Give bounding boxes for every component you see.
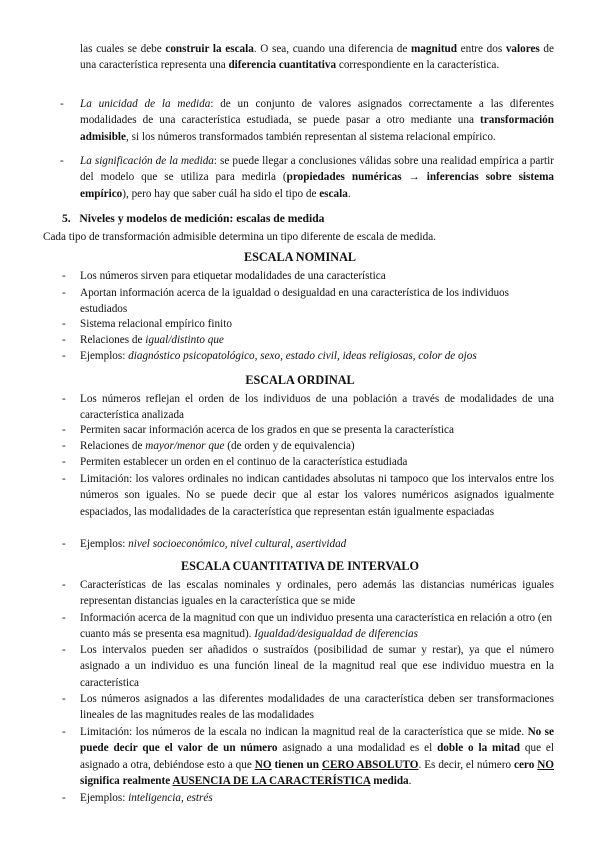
bullet-dash: - [62,538,66,550]
bullet-dash: - [60,98,64,110]
bullet-dash: - [62,440,66,452]
nominal-examples: Ejemplos: diagnóstico psicopatológico, sexo, estado civil, ideas religiosas, color de ojos [80,350,477,362]
bullet-dash: - [62,792,66,804]
bullet-dash: - [62,456,66,468]
bullet-dash: - [62,473,66,485]
section-intro: Cada tipo de transformación admisible determina un tipo diferente de escala de medida. [43,231,436,243]
intervalo-examples: Ejemplos: inteligencia, estrés [80,792,213,804]
nominal-item: Los números sirven para etiquetar modalidades de una característica [80,270,386,282]
section-heading: 5. Niveles y modelos de medición: escalas de medida [62,212,325,225]
bullet-dash: - [62,334,66,346]
heading-escala-intervalo: ESCALA CUANTITATIVA DE INTERVALO [180,559,420,573]
bullet-dash: - [62,612,66,624]
intro-paragraph-1: las cuales se debe construir la escala. O sea, cuando una diferencia de magnitud entre dos valores de una característica representa una diferencia cuantitativa correspondiente en la característica. [80,43,554,72]
bullet-dash: - [62,693,66,705]
nominal-item: Aportan información acerca de la igualdad o desigualdad en una característica de los individuos estudiados [80,287,509,316]
ordinal-item: Los números reflejan el orden de los individuos de una población a través de modalidades de una característica analizada [80,393,554,422]
intervalo-item: Información acerca de la magnitud con que un individuo presenta una característica en relación a otro (en cuanto más se presenta esa magnitud). Igualdad/desigualdad de diferencias [80,612,553,641]
nominal-relations: Relaciones de igual/distinto que [80,334,224,346]
bullet-dash: - [62,424,66,436]
heading-escala-ordinal: ESCALA ORDINAL [245,373,355,387]
bullet-dash: - [62,644,66,656]
heading-escala-nominal: ESCALA NOMINAL [243,250,357,264]
bullet-dash: - [60,155,64,167]
bullet-dash: - [62,318,66,330]
bullet-dash: - [62,726,66,738]
intro-paragraph-unicidad: La unicidad de la medida: de un conjunto de valores asignados correctamente a las diferentes modalidades de una característica estudiada, se puede pasar a otro mediante una transformación admisible, si los números transformados también representan al sistema relacional empírico. [80,98,555,143]
ordinal-relations: Relaciones de mayor/menor que (de orden y de equivalencia) [80,440,355,452]
nominal-item: Sistema relacional empírico finito [80,318,232,330]
ordinal-item: Permiten establecer un orden en el continuo de la característica estudiada [80,456,408,468]
ordinal-item: Permiten sacar información acerca de los grados en que se presenta la característica [80,424,454,436]
ordinal-limitation: Limitación: los valores ordinales no indican cantidades absolutas ni tampoco que los intervalos entre los números son iguales. No se puede decir que al estar los valores numéricos asignados igualmente espaciados, las modalidades de la característica que representan están igualmente espaciadas [80,473,554,518]
intervalo-item: Características de las escalas nominales y ordinales, pero además las distancias numéricas iguales representan distancias iguales en la característica que se mide [80,579,554,608]
intervalo-item: Los intervalos pueden ser añadidos o sustraídos (posibilidad de sumar y restar), ya que el número asignado a un individuo es una función lineal de la magnitud real que ese individuo muestra en la característica [80,644,554,689]
ordinal-examples: Ejemplos: nivel socioeconómico, nivel cultural, asertividad [80,538,347,550]
bullet-dash: - [62,270,66,282]
intervalo-limitation: Limitación: los números de la escala no indican la magnitud real de la característica que se mide. No se puede decir que el valor de un número asignado a una modalidad es el doble o la mitad que el asignado a otra, debiéndose esto a que NO tienen un CERO ABSOLUTO. Es decir, el número cero NO significa realmente AUSENCIA DE LA CARACTERÍSTICA medida. [80,726,554,787]
intervalo-item: Los números asignados a las diferentes modalidades de una característica deben ser transformaciones lineales de las magnitudes reales de las modalidades [80,693,554,722]
bullet-dash: - [62,579,66,591]
bullet-dash: - [62,350,66,362]
bullet-dash: - [62,287,66,299]
bullet-dash: - [62,393,66,405]
intro-paragraph-significacion: La significación de la medida: se puede llegar a conclusiones válidas sobre una realidad empírica a partir del modelo que se utiliza para medirla (propiedades numéricas → inferencias sobre sistema empírico), pero hay que saber cuál ha sido el tipo de escala. [80,155,554,200]
